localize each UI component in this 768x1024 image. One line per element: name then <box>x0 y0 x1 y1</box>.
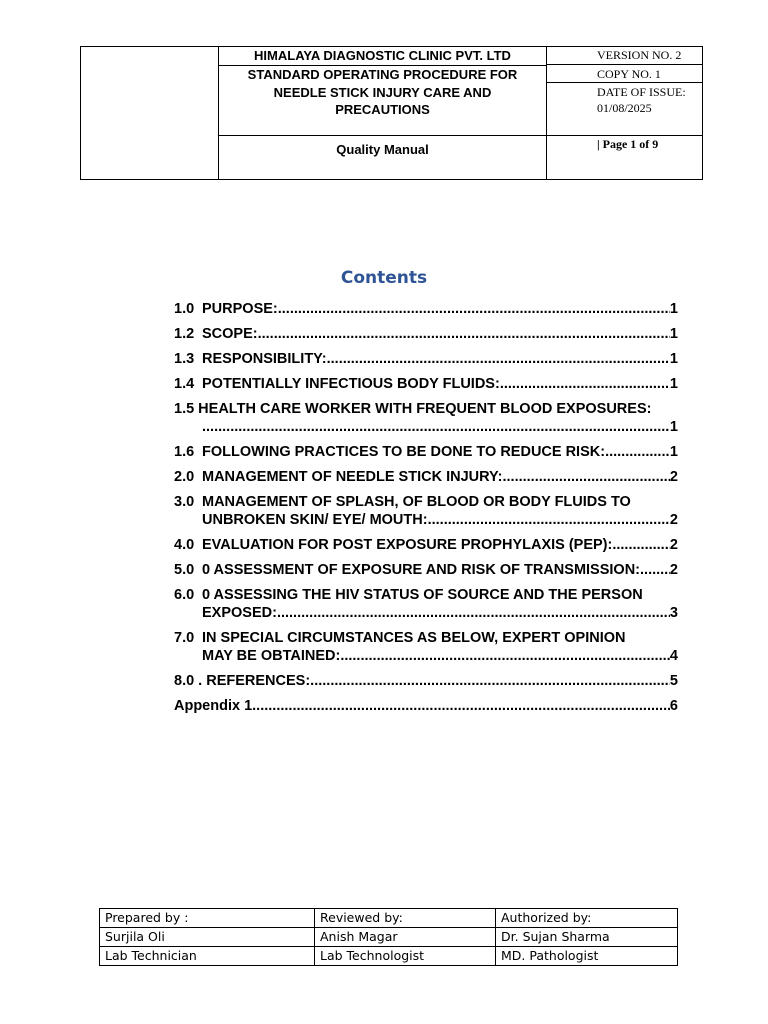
toc-entry-page: 4 <box>669 648 678 664</box>
toc-entry-text: 1.5 HEALTH CARE WORKER WITH FREQUENT BLOOD EXPOSURES: <box>174 401 652 417</box>
reviewed-by-label: Reviewed by: <box>315 909 496 928</box>
logo-cell <box>81 47 219 179</box>
toc-entry-page: 1 <box>669 376 678 392</box>
dot-leader <box>500 375 670 393</box>
toc-entry-number: 4.0 <box>174 537 195 553</box>
manual-name: Quality Manual <box>336 142 429 157</box>
sop-title <box>219 66 546 136</box>
toc-entry-text: EVALUATION FOR POST EXPOSURE PROPHYLAXIS (PEP): <box>202 537 613 553</box>
toc-entry-page: 2 <box>669 469 678 485</box>
dot-leader <box>258 325 670 343</box>
toc-entry[interactable] <box>174 697 678 715</box>
toc-entry-text: SCOPE: <box>202 326 258 342</box>
toc-entry-text-continued: MAY BE OBTAINED: <box>202 648 341 664</box>
dot-leader <box>605 443 670 461</box>
toc-entry-page: 1 <box>669 301 678 317</box>
toc-entry-text: MANAGEMENT OF SPLASH, OF BLOOD OR BODY FLUIDS TO <box>202 494 631 510</box>
toc-entry[interactable] <box>174 561 678 579</box>
toc-entry-text: IN SPECIAL CIRCUMSTANCES AS BELOW, EXPERT OPINION <box>202 630 626 646</box>
toc-entry-text: PURPOSE: <box>202 301 278 317</box>
date-of-issue <box>547 83 703 136</box>
toc-entry[interactable] <box>174 629 678 665</box>
toc-entry[interactable] <box>174 375 678 393</box>
toc-entry-text-continued: UNBROKEN SKIN/ EYE/ MOUTH: <box>202 512 428 528</box>
toc-entry[interactable] <box>174 493 678 529</box>
toc-entry-page: 2 <box>669 562 678 578</box>
toc-entry-number: 2.0 <box>174 469 195 485</box>
toc-entry[interactable] <box>174 536 678 554</box>
date-label: DATE OF ISSUE: <box>597 85 686 99</box>
dot-leader <box>340 647 670 665</box>
toc-entry-text: 8.0 . REFERENCES: <box>174 673 311 689</box>
toc-entry[interactable] <box>174 586 678 622</box>
approval-table <box>99 908 678 966</box>
toc-entry[interactable] <box>174 325 678 343</box>
toc-entry-number: 1.0 <box>174 301 195 317</box>
dot-leader <box>252 697 670 715</box>
toc-entry[interactable] <box>174 300 678 318</box>
reviewed-by-role: Lab Technologist <box>315 947 496 966</box>
toc-entry[interactable] <box>174 672 678 690</box>
toc-entry-page: 2 <box>669 537 678 553</box>
dot-leader <box>310 672 670 690</box>
reviewed-by-name: Anish Magar <box>315 928 496 947</box>
toc-entry-text: 0 ASSESSING THE HIV STATUS OF SOURCE AND THE PERSON <box>202 587 643 603</box>
dot-leader <box>202 418 670 436</box>
toc-entry-number: 6.0 <box>174 587 195 603</box>
toc-entry-page: 6 <box>669 698 678 714</box>
toc-entry-number: 1.2 <box>174 326 195 342</box>
toc-entry-number: 7.0 <box>174 630 195 646</box>
toc-entry[interactable] <box>174 400 678 436</box>
dot-leader <box>612 536 670 554</box>
dot-leader <box>428 511 670 529</box>
contents-title: Contents <box>340 268 428 288</box>
toc-entry-text: POTENTIALLY INFECTIOUS BODY FLUIDS: <box>202 376 500 392</box>
dot-leader <box>327 350 670 368</box>
toc-entry-text-continued: EXPOSED: <box>202 605 277 621</box>
table-of-contents <box>174 300 678 722</box>
toc-entry-page: 1 <box>669 444 678 460</box>
table-row <box>100 928 678 947</box>
toc-entry-page: 2 <box>669 512 678 528</box>
dot-leader <box>277 604 670 622</box>
dot-leader <box>502 468 669 486</box>
toc-entry-page: 1 <box>669 351 678 367</box>
date-value: 01/08/2025 <box>597 101 652 115</box>
toc-entry-text: Appendix 1 <box>174 698 253 714</box>
toc-entry-number: 1.3 <box>174 351 195 367</box>
version-number: VERSION NO. 2 <box>547 47 703 65</box>
header-meta-column <box>546 47 703 179</box>
toc-entry-text: FOLLOWING PRACTICES TO BE DONE TO REDUCE RISK: <box>202 444 606 460</box>
toc-entry-number: 1.4 <box>174 376 195 392</box>
authorized-by-name: Dr. Sujan Sharma <box>496 928 678 947</box>
toc-entry-page: 1 <box>669 326 678 342</box>
prepared-by-label: Prepared by : <box>100 909 315 928</box>
toc-entry-text: RESPONSIBILITY: <box>202 351 327 367</box>
prepared-by-name: Surjila Oli <box>100 928 315 947</box>
page-indicator: | Page 1 of 9 <box>597 137 659 151</box>
dot-leader <box>278 300 670 318</box>
table-row <box>100 947 678 966</box>
company-name: HIMALAYA DIAGNOSTIC CLINIC PVT. LTD <box>219 47 546 66</box>
dot-leader <box>640 561 670 579</box>
toc-entry-text: 0 ASSESSMENT OF EXPOSURE AND RISK OF TRANSMISSION: <box>202 562 641 578</box>
toc-entry-number: 5.0 <box>174 562 195 578</box>
prepared-by-role: Lab Technician <box>100 947 315 966</box>
authorized-by-label: Authorized by: <box>496 909 678 928</box>
sop-title-text: STANDARD OPERATING PROCEDURE FOR NEEDLE STICK INJURY CARE AND PRECAUTIONS <box>247 67 518 117</box>
toc-entry-text: MANAGEMENT OF NEEDLE STICK INJURY: <box>202 469 503 485</box>
toc-entry[interactable] <box>174 443 678 461</box>
toc-entry-page: 5 <box>669 673 678 689</box>
document-header-table <box>80 46 703 180</box>
toc-entry[interactable] <box>174 350 678 368</box>
copy-number: COPY NO. 1 <box>547 65 703 83</box>
toc-entry-page: 3 <box>669 605 678 621</box>
toc-entry-number: 3.0 <box>174 494 195 510</box>
toc-entry[interactable] <box>174 468 678 486</box>
toc-entry-number: 1.6 <box>174 444 195 460</box>
table-row <box>100 909 678 928</box>
authorized-by-role: MD. Pathologist <box>496 947 678 966</box>
toc-entry-page: 1 <box>669 419 678 435</box>
header-title-column <box>219 47 546 179</box>
